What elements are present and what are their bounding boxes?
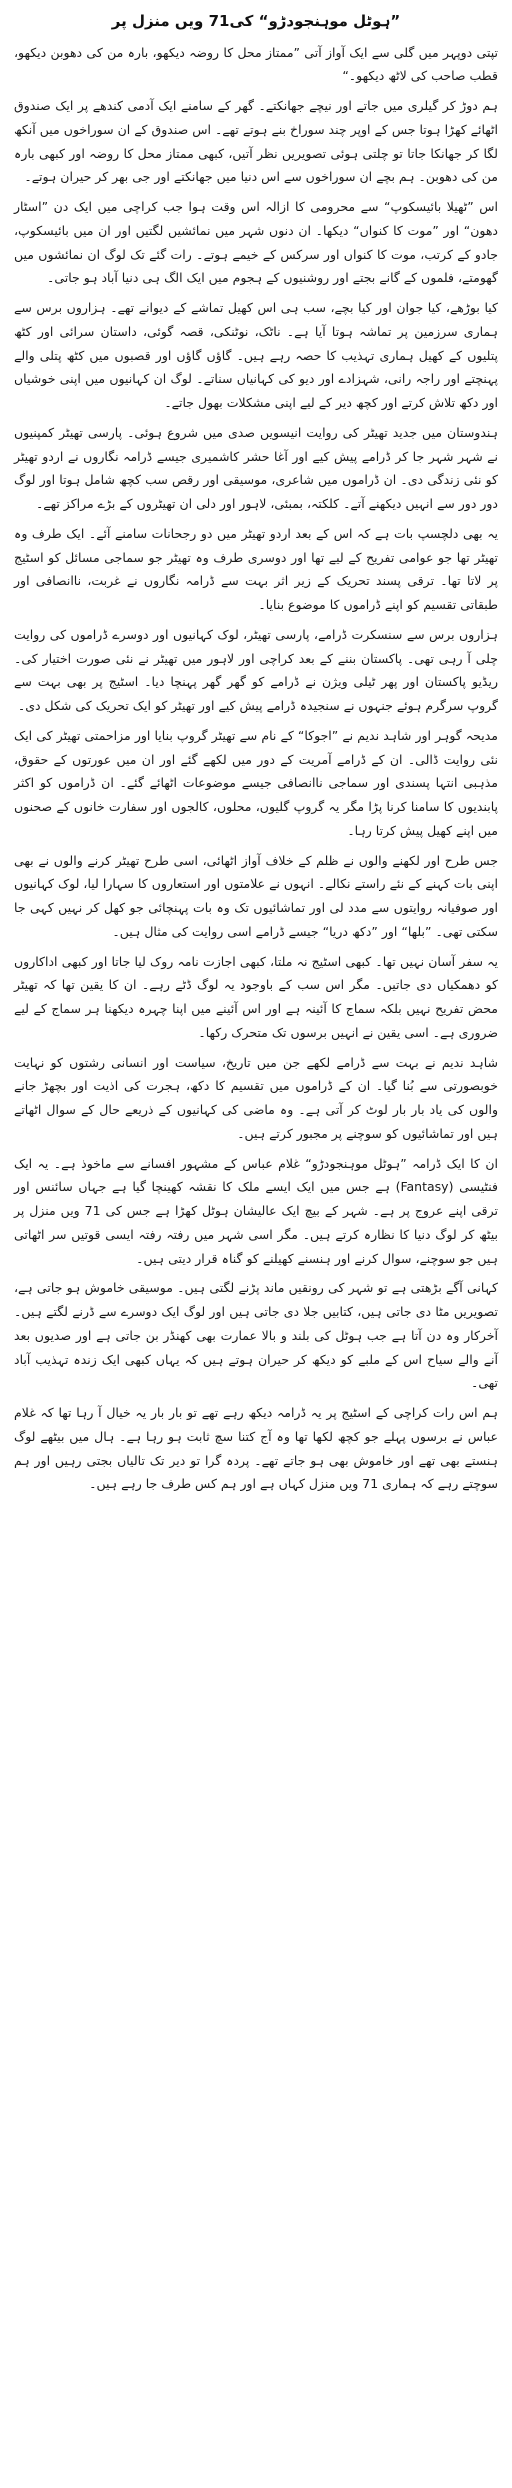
article-paragraph: جس طرح اور لکھنے والوں نے ظلم کے خلاف آواز اٹھائی، اسی طرح تھیٹر کرنے والوں نے بھی اپنی بات کہنے کے نئے راستے نکالے۔ انہوں نے علامتوں اور استعاروں کا سہارا لیا، لوک کہانیوں اور صوفیانہ روایتوں سے مدد لی اور تماشائیوں تک وہ بات پہنچائی جو کھل کر نہیں کہی جا سکتی تھی۔ ”بلھا“ اور ”دکھ دریا“ جیسے ڈرامے اسی روایت کی مثال ہیں۔ — [14, 852, 498, 939]
article-paragraph: ان کا ایک ڈرامہ ”ہوٹل موہنجودڑو“ غلام عباس کے مشہور افسانے سے ماخوذ ہے۔ یہ ایک فنٹیسی (Fantasy) ہے جس میں ایک ایسے ملک کا نقشہ کھینچا گیا ہے جہاں سائنس اور ترقی اپنے عروج پر ہے۔ شہر کے بیچ ایک عالیشان ہوٹل کھڑا ہے جس کی 71 ویں منزل پر بیٹھ کر لوگ دنیا کا نظارہ کرتے ہیں۔ مگر اسی شہر میں رفتہ رفتہ ایسی قوتیں سر اٹھاتی ہیں جو سوچنے، سوال کرنے اور ہنسنے کھیلنے کو گناہ قرار دیتی ہیں۔ — [14, 1155, 498, 1266]
article-paragraph: ہزاروں برس سے سنسکرت ڈرامے، پارسی تھیٹر، لوک کہانیوں اور دوسرے ڈراموں کی روایت چلی آ رہی تھی۔ پاکستان بننے کے بعد کراچی اور لاہور میں تھیٹر نے نئی صورت اختیار کی۔ ریڈیو پاکستان اور پھر ٹیلی ویژن نے ڈرامے کو گھر گھر پہنچا دیا۔ اسٹیج پر بھی بہت سے گروپ سرگرم ہوئے جنہوں نے سنجیدہ ڈرامے پیش کیے اور تھیٹر کو ایک تحریک کی شکل دی۔ — [14, 626, 498, 713]
article-paragraph: یہ سفر آسان نہیں تھا۔ کبھی اسٹیج نہ ملتا، کبھی اجازت نامہ روک لیا جاتا اور کبھی اداکاروں کو دھمکیاں دی جاتیں۔ مگر اس سب کے باوجود یہ لوگ ڈٹے رہے۔ ان کا یقین تھا کہ تھیٹر محض تفریح نہیں بلکہ سماج کا آئینہ ہے اور اس آئینے میں اپنا چہرہ دیکھنا ہر سماج کے لیے ضروری ہے۔ اسی یقین نے انہیں برسوں تک متحرک رکھا۔ — [14, 953, 498, 1040]
article-paragraph: مدیحہ گوہر اور شاہد ندیم نے ”اجوکا“ کے نام سے تھیٹر گروپ بنایا اور مزاحمتی تھیٹر کی ایک نئی روایت ڈالی۔ ان کے ڈرامے آمریت کے دور میں لکھے گئے اور ان میں عورتوں کے حقوق، مذہبی انتہا پسندی اور سماجی ناانصافی جیسے موضوعات اٹھائے گئے۔ ان ڈراموں کو اکثر پابندیوں کا سامنا کرنا پڑا مگر یہ گروپ گلیوں، محلوں، کالجوں اور سفارت خانوں کے صحنوں میں اپنے کھیل پیش کرتا رہا۔ — [14, 727, 498, 838]
article-paragraph: کہانی آگے بڑھتی ہے تو شہر کی رونقیں ماند پڑنے لگتی ہیں۔ موسیقی خاموش ہو جاتی ہے، تصویریں مٹا دی جاتی ہیں، کتابیں جلا دی جاتی ہیں اور لوگ ایک دوسرے سے ڈرنے لگتے ہیں۔ آخرکار وہ دن آتا ہے جب ہوٹل کی بلند و بالا عمارت بھی کھنڈر بن جاتی ہے اور صدیوں بعد آنے والے سیاح اس کے ملبے کو دیکھ کر حیران ہوتے ہیں کہ یہاں کبھی ایک زندہ تہذیب آباد تھی۔ — [14, 1280, 498, 1391]
article-title: ”ہوٹل موہنجودڑو“ کی71 ویں منزل پر — [111, 12, 401, 30]
article-paragraph: شاہد ندیم نے بہت سے ڈرامے لکھے جن میں تاریخ، سیاست اور انسانی رشتوں کو نہایت خوبصورتی سے بُنا گیا۔ ان کے ڈراموں میں تقسیم کا دکھ، ہجرت کی اذیت اور بچھڑ جانے والوں کی یاد بار بار لوٹ کر آتی ہے۔ وہ ماضی کی کہانیوں کے ذریعے حال کے سوال اٹھاتے ہیں اور تماشائیوں کو سوچنے پر مجبور کرتے ہیں۔ — [14, 1054, 498, 1141]
article-paragraph: تپتی دوپہر میں گلی سے ایک آواز آتی ”ممتاز محل کا روضہ دیکھو، بارہ من کی دھوبن دیکھو، قطب صاحب کی لاٹھ دیکھو۔“ — [14, 44, 498, 84]
article-paragraph: ہم دوڑ کر گیلری میں جاتے اور نیچے جھانکتے۔ گھر کے سامنے ایک آدمی کندھے پر ایک صندوق اٹھائے کھڑا ہوتا جس کے اوپر چند سوراخ بنے ہوتے تھے۔ اس صندوق کے ان سوراخوں میں آنکھ لگا کر جھانکا جاتا تو چلتی ہوئی تصویریں نظر آتیں، کبھی ممتاز محل کا روضہ اور کبھی بارہ من کی دھوبن۔ ہم بچے ان سوراخوں سے اس دنیا میں جھانکتے اور جی بھر کر حیران ہوتے۔ — [14, 98, 498, 185]
article-paragraph: کیا بوڑھے، کیا جوان اور کیا بچے، سب ہی اس کھیل تماشے کے دیوانے تھے۔ ہزاروں برس سے ہماری سرزمین پر تماشہ ہوتا آیا ہے۔ ناٹک، نوٹنکی، قصہ گوئی، داستان سرائی اور کٹھ پتلیوں کے کھیل ہماری تہذیب کا حصہ رہے ہیں۔ گاؤں گاؤں اور قصبوں میں کٹھ پتلی والے پہنچتے اور راجہ رانی، شہزادے اور دیو کی کہانیاں سناتے۔ لوگ ان کہانیوں میں اپنی خوشیاں اور دکھ تلاش کرتے اور کچھ دیر کے لیے اپنی مشکلات بھول جاتے۔ — [14, 300, 498, 410]
article-paragraph: ہندوستان میں جدید تھیٹر کی روایت انیسویں صدی میں شروع ہوئی۔ پارسی تھیٹر کمپنیوں نے شہر شہر جا کر ڈرامے پیش کیے اور آغا حشر کاشمیری جیسے ڈرامہ نگاروں نے اردو تھیٹر کو نئی زندگی دی۔ ان ڈراموں میں شاعری، موسیقی اور رقص سب کچھ شامل ہوتا اور لوگ دور دور سے انہیں دیکھنے آتے۔ کلکتہ، بمبئی، لاہور اور دلی ان تھیٹروں کے بڑے مراکز تھے۔ — [14, 424, 498, 511]
article-paragraph: ہم اس رات کراچی کے اسٹیج پر یہ ڈرامہ دیکھ رہے تھے تو بار بار یہ خیال آ رہا تھا کہ غلام عباس نے برسوں پہلے جو کچھ لکھا تھا وہ آج کتنا سچ ثابت ہو رہا ہے۔ ہال میں بیٹھے لوگ ہنستے بھی تھے اور خاموش بھی ہو جاتے تھے۔ پردہ گرا تو دیر تک تالیاں بجتی رہیں اور ہم سوچتے رہے کہ ہماری 71 ویں منزل کہاں ہے اور ہم کس طرف جا رہے ہیں۔ — [14, 1405, 498, 1492]
article-paragraph: اس ”ٹھیلا بائیسکوپ“ سے محرومی کا ازالہ اس وقت ہوا جب کراچی میں ایک دن ”اسٹار دھون“ اور ”موت کا کنواں“ دیکھا۔ ان دنوں شہر میں نمائشیں لگتیں اور ان میں بائیسکوپ، جادو کے کرتب، موت کا کنواں اور سرکس کے خیمے ہوتے۔ رات گئے تک لوگ ان نمائشوں میں گھومتے، فلموں کے گانے بجتے اور روشنیوں کے ہجوم میں ایک الگ ہی دنیا آباد ہو جاتی۔ — [14, 199, 498, 286]
article-paragraph: یہ بھی دلچسپ بات ہے کہ اس کے بعد اردو تھیٹر میں دو رجحانات سامنے آئے۔ ایک طرف وہ تھیٹر تھا جو عوامی تفریح کے لیے تھا اور دوسری طرف وہ تھیٹر جو سماجی مسائل کو اسٹیج پر لاتا تھا۔ ترقی پسند تحریک کے زیر اثر بہت سے ڈرامہ نگاروں نے غربت، ناانصافی اور طبقاتی تقسیم کو اپنے ڈراموں کا موضوع بنایا۔ — [14, 525, 498, 612]
